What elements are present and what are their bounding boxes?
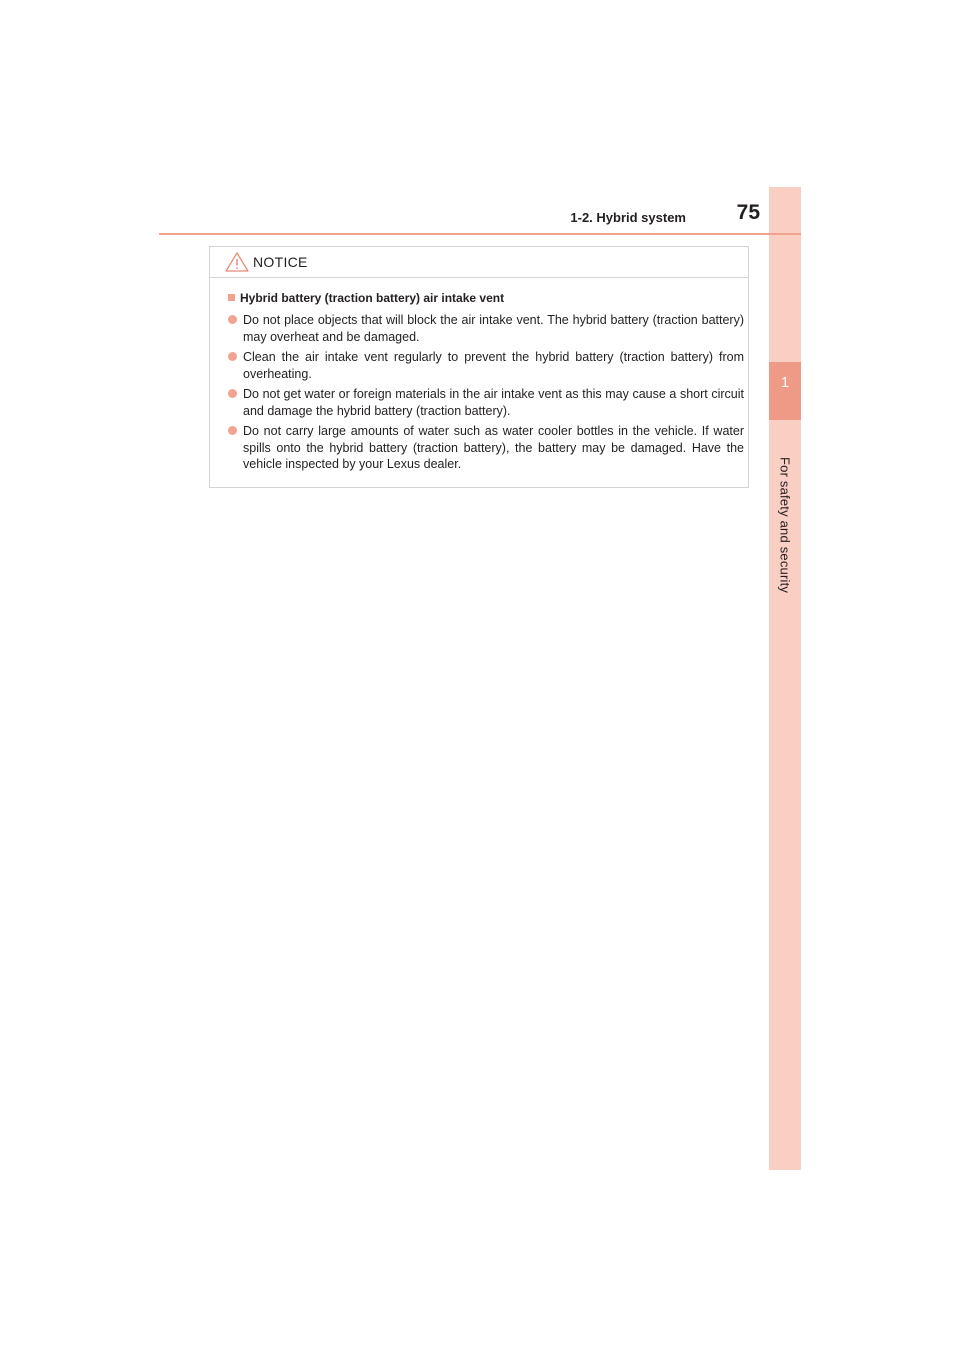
square-bullet-icon (228, 294, 235, 301)
list-item (228, 349, 744, 382)
bullet-dot-icon (228, 426, 237, 435)
list-item-text: Do not carry large amounts of water such as water cooler bottles in the vehicle. If water spills onto the hybrid battery (traction battery), the battery may be damaged. Have the vehicle inspected by your Lexus dealer. (243, 424, 744, 471)
bullet-dot-icon (228, 352, 237, 361)
list-item (228, 312, 744, 345)
notice-box (209, 246, 749, 488)
chapter-title (769, 430, 801, 620)
warning-triangle-icon (225, 252, 249, 272)
header-rule (159, 233, 801, 235)
chapter-tab-marker (769, 362, 801, 420)
list-item-text: Do not place objects that will block the air intake vent. The hybrid battery (traction battery) may overheat and be damaged. (243, 313, 744, 344)
notice-header (210, 247, 748, 278)
chapter-side-tab (769, 187, 801, 1170)
list-item (228, 386, 744, 419)
section-title: 1-2. Hybrid system (570, 210, 686, 225)
list-item-text: Clean the air intake vent regularly to prevent the hybrid battery (traction battery) from overheating. (243, 350, 744, 381)
notice-subheading-text: Hybrid battery (traction battery) air intake vent (240, 291, 505, 305)
bullet-dot-icon (228, 389, 237, 398)
chapter-title-text: For safety and security (777, 456, 793, 594)
list-item (228, 423, 744, 473)
chapter-number: 1 (780, 374, 790, 391)
notice-label: NOTICE (253, 254, 308, 270)
bullet-dot-icon (228, 315, 237, 324)
page-number: 75 (736, 201, 760, 224)
list-item-text: Do not get water or foreign materials in the air intake vent as this may cause a short circuit and damage the hybrid battery (traction battery). (243, 387, 744, 418)
notice-subheading (228, 291, 504, 305)
